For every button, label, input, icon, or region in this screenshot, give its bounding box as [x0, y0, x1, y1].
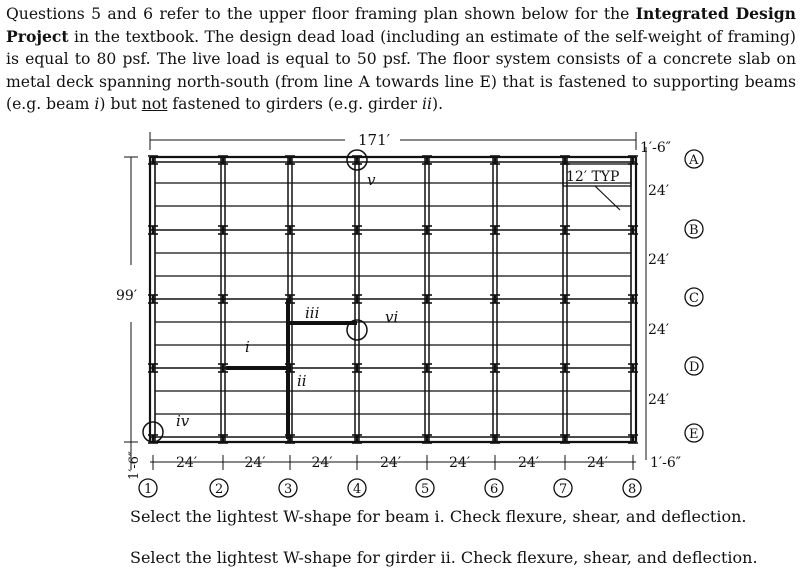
row-spacing-2: 24′: [648, 322, 669, 338]
label-v: v: [367, 171, 376, 189]
question-girder-ii: Select the lightest W-shape for girder ii. Check flexure, shear, and deflection.: [130, 548, 758, 567]
bay-dim-2: 24′: [311, 455, 333, 471]
label-vi: vi: [385, 308, 399, 326]
col-label-4: 4: [353, 482, 362, 497]
label-iii: iii: [305, 304, 320, 322]
label-i: i: [245, 338, 250, 356]
row-label-D: D: [689, 360, 700, 375]
col-label-1: 1: [144, 482, 153, 497]
col-label-7: 7: [559, 482, 568, 497]
dim-left-offset-label: 1′-6″: [127, 451, 142, 480]
intro-text-3: ) but: [99, 95, 142, 113]
col-label-6: 6: [490, 482, 499, 497]
row-label-A: A: [689, 153, 699, 168]
intro-text-2: in the textbook. The design dead load (including an estimate of the self-weight of framing) is equal to 80 psf. The live load is equal to 50 psf. The floor system consists of a concrete slab on metal deck spanning north-south (from line A towards line E) that is fastened to supporting beams (e.g. beam: [6, 27, 796, 113]
dim-99: 99′: [116, 288, 137, 304]
question-beam-i: Select the lightest W-shape for beam i. Check flexure, shear, and deflection.: [130, 507, 747, 526]
intro-text-5: ).: [432, 95, 444, 113]
row-spacing-0: 24′: [648, 183, 669, 199]
col-label-8: 8: [628, 482, 637, 497]
row-label-B: B: [689, 223, 699, 238]
dim-bottom-end: 1′-6″: [650, 455, 681, 471]
intro-text-1: Questions 5 and 6 refer to the upper floor framing plan shown below for the: [6, 5, 636, 23]
project-name: Integrated Design Project: [6, 4, 796, 46]
label-iv: iv: [176, 412, 190, 430]
beam-ref: i: [94, 95, 100, 113]
girder-ref: ii: [422, 95, 433, 113]
intro-text-4: fastened to girders (e.g. girder: [167, 95, 423, 113]
col-label-5: 5: [421, 482, 430, 497]
not-emphasis: not: [141, 95, 168, 113]
col-label-2: 2: [215, 482, 224, 497]
dim-171: 171′: [358, 131, 391, 149]
bay-dim-4: 24′: [449, 455, 470, 471]
row-spacing-1: 24′: [648, 252, 669, 268]
typ-label: 12′ TYP: [566, 169, 620, 185]
row-spacing-3: 24′: [648, 392, 669, 408]
bay-dim-1: 24′: [244, 455, 266, 471]
bay-dim-6: 24′: [587, 455, 608, 471]
col-label-3: 3: [284, 482, 293, 497]
bay-dim-3: 24′: [380, 455, 401, 471]
bay-dim-0: 24′: [176, 455, 197, 471]
row-label-C: C: [689, 291, 699, 306]
label-ii: ii: [297, 372, 307, 390]
dim-top-end: 1′-6″: [640, 140, 671, 156]
row-label-E: E: [689, 427, 699, 442]
bay-dim-5: 24′: [518, 455, 539, 471]
